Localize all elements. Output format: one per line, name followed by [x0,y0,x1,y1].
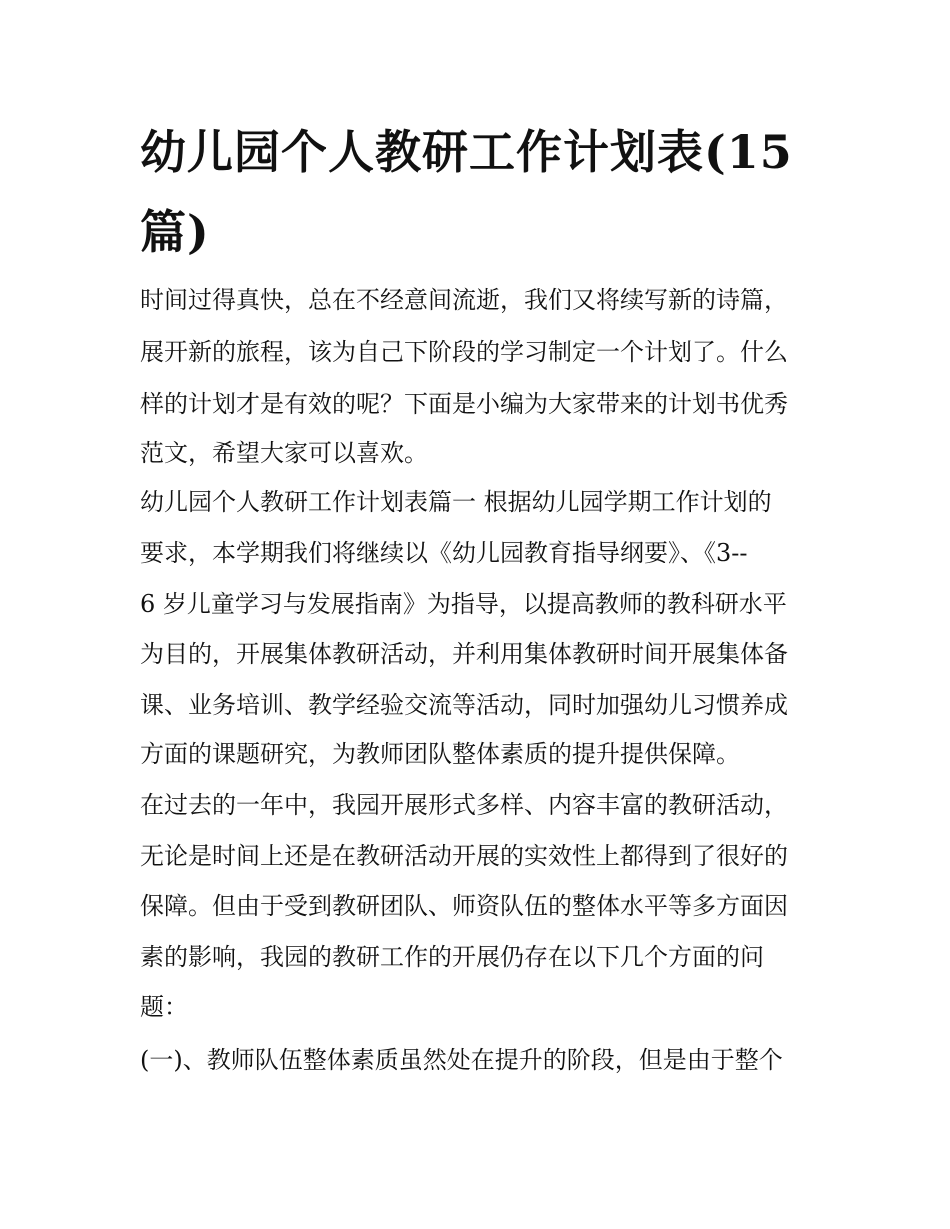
paragraph-line: 6 岁儿童学习与发展指南》为指导，以提高教师的教科研水平 [140,590,787,618]
paragraph-line: 展开新的旅程，该为自己下阶段的学习制定一个计划了。什么 [140,338,788,366]
paragraph-line: 课、业务培训、教学经验交流等活动，同时加强幼儿习惯养成 [140,691,788,719]
paragraph-line: 素的影响，我园的教研工作的开展仍存在以下几个方面的问 [140,943,764,971]
document-title: 幼儿园个人教研工作计划表(15篇) [140,125,793,259]
paragraph-line: 无论是时间上还是在教研活动开展的实效性上都得到了很好的 [140,842,788,870]
paragraph-line: 为目的，开展集体教研活动，并利用集体教研时间开展集体备 [140,640,788,668]
paragraph-line: 要求，本学期我们将继续以《幼儿园教育指导纲要》、《3-- [140,539,748,567]
paragraph-line: 保障。但由于受到教研团队、师资队伍的整体水平等多方面因 [140,892,788,920]
paragraph-line: (一)、教师队伍整体素质虽然处在提升的阶段，但是由于整个 [140,1046,783,1074]
paragraph-line: 样的计划才是有效的呢？下面是小编为大家带来的计划书优秀 [140,390,788,418]
paragraph-line: 在过去的一年中，我园开展形式多样、内容丰富的教研活动， [140,791,788,819]
paragraph-line: 范文，希望大家可以喜欢。 [140,439,428,467]
paragraph-line: 幼儿园个人教研工作计划表篇一 根据幼儿园学期工作计划的 [140,488,772,516]
paragraph-line: 题： [140,993,188,1021]
paragraph-line: 方面的课题研究，为教师团队整体素质的提升提供保障。 [140,740,740,768]
paragraph-line: 时间过得真快，总在不经意间流逝，我们又将续写新的诗篇， [140,286,788,314]
